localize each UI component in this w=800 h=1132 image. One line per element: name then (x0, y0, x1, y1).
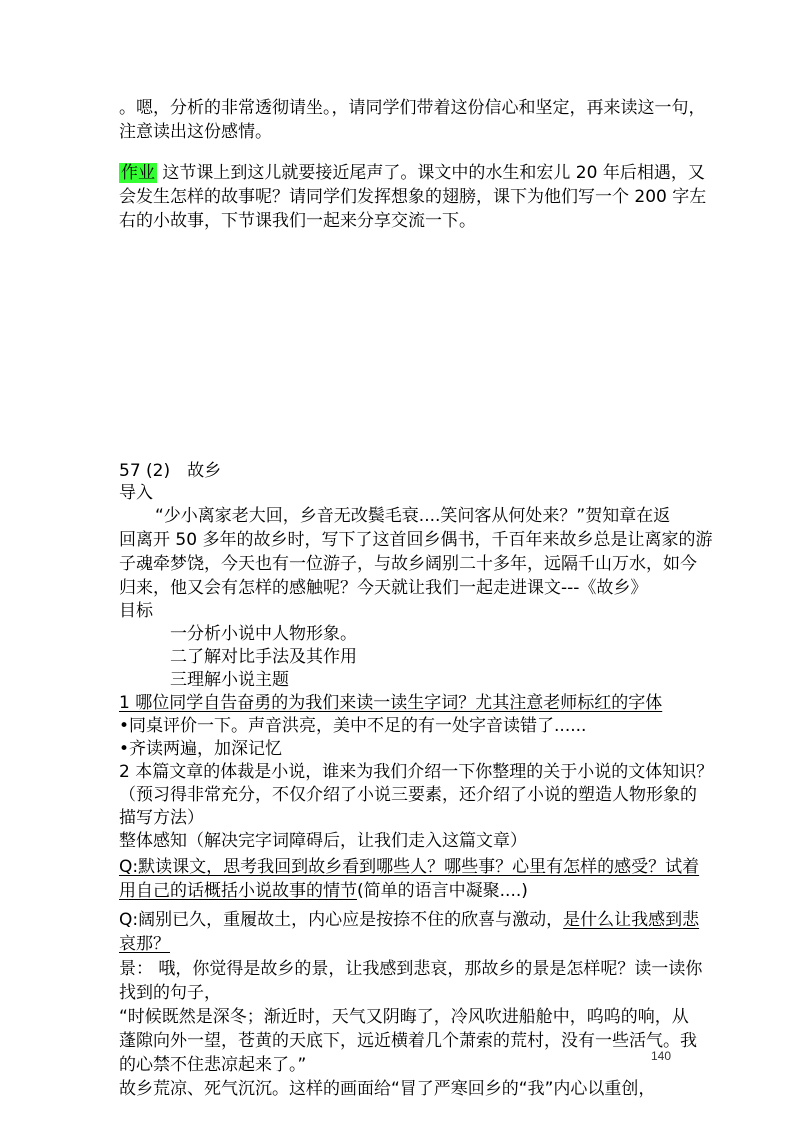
question-line: 哀那？ (119, 934, 170, 954)
homework-label: 作业 (121, 163, 155, 183)
homework-line (119, 162, 705, 184)
quote-line: 的心禁不住悲凉起来了。” (119, 1055, 307, 1075)
question-underlined: 用自己的话概括小说故事的情节 (119, 881, 357, 901)
question-note: (简单的语言中凝聚....) (357, 881, 528, 901)
scene-line: 景： 哦，你觉得是故乡的景，让我感到悲哀，那故乡的景是怎样呢？读一读你 (119, 959, 703, 979)
bullet-item: •同桌评价一下。声音洪亮，美中不足的有一处字音读错了...... (119, 716, 587, 736)
step-two-line: 2 本篇文章的体裁是小说，谁来为我们介绍一下你整理的关于小说的文体知识？ (119, 762, 714, 782)
question-line (119, 880, 528, 902)
paragraph-line: 故乡荒凉、死气沉沉。这样的画面给“冒了严寒回乡的“我”内心以重创， (119, 1079, 656, 1099)
intro-line: 子魂牵梦饶，今天也有一位游子，与故乡阔别二十多年，远隔千山万水，如今 (119, 554, 697, 574)
homework-line: 右的小故事，下节课我们一起来分享交流一下。 (119, 211, 476, 231)
goal-item: 一分析小说中人物形象。 (170, 624, 357, 644)
question-line: Q:默读课文，思考我回到故乡看到哪些人？哪些事？心里有怎样的感受？试着 (119, 857, 700, 877)
step-two-line: （预习得非常充分，不仅介绍了小说三要素，还介绍了小说的塑造人物形象的 (119, 785, 697, 805)
homework-text: 这节课上到这儿就要接近尾声了。课文中的水生和宏儿 20 年后相遇，又 (157, 163, 705, 183)
question-line (119, 909, 699, 931)
scene-line: 找到的句子， (119, 983, 221, 1003)
intro-label: 导入 (119, 483, 153, 503)
page-number: 140 (651, 1049, 672, 1063)
goal-item: 二了解对比手法及其作用 (170, 647, 357, 667)
intro-line: 回离开 50 多年的故乡时，写下了这首回乡偶书，千百年来故乡总是让离家的游 (119, 530, 713, 550)
question-text: Q:阔别已久，重履故土，内心应是按捺不住的欣喜与激动， (119, 910, 564, 930)
lesson-heading: 57 (2) 故乡 (119, 461, 222, 481)
step-two-line: 描写方法） (119, 808, 204, 828)
paragraph-line: 。嗯，分析的非常透彻请坐。，请同学们带着这份信心和坚定，再来读这一句， (119, 98, 706, 118)
homework-line: 会发生怎样的故事呢？请同学们发挥想象的翅膀，课下为他们写一个 200 字左 (119, 187, 707, 207)
question-underlined: 是什么让我感到悲 (563, 910, 700, 930)
quote-line: 蓬隙向外一望，苍黄的天底下，远近横着几个萧索的荒村，没有一些活气。我 (119, 1031, 697, 1051)
step-one: 1 哪位同学自告奋勇的为我们来读一读生字词？尤其注意老师标红的字体 (119, 693, 663, 713)
paragraph-line: 注意读出这份感情。 (119, 122, 272, 142)
intro-line: “少小离家老大回，乡音无改鬓毛衰....笑问客从何处来？”贺知章在返 (155, 506, 671, 526)
intro-line: 归来，他又会有怎样的感触呢？今天就让我们一起走进课文---《故乡》 (119, 578, 648, 598)
quote-line: “时候既然是深冬；渐近时，天气又阴晦了，冷风吹进船舱中，呜呜的响，从 (119, 1007, 689, 1027)
bullet-item: •齐读两遍，加深记忆 (119, 739, 283, 759)
goals-label: 目标 (119, 601, 153, 621)
overall-perception: 整体感知（解决完字词障碍后，让我们走入这篇文章） (119, 831, 527, 851)
goal-item: 三理解小说主题 (170, 670, 289, 690)
